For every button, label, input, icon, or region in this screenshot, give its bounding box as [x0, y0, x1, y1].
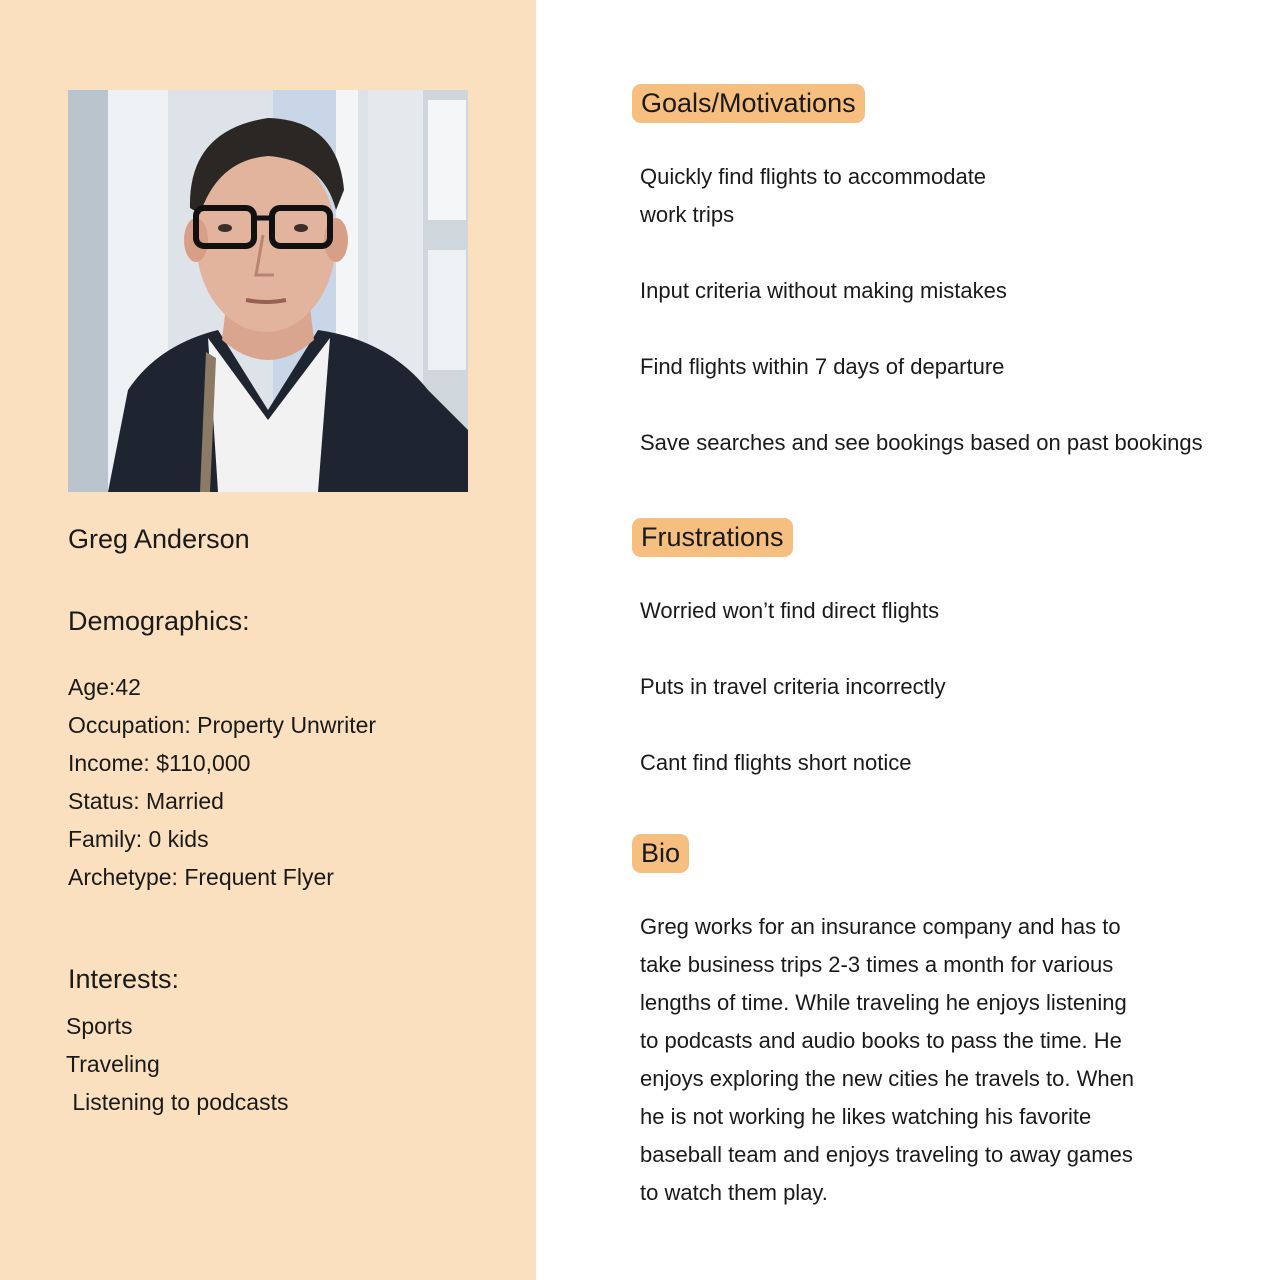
bio-line: lengths of time. While traveling he enjoys listening [640, 990, 1127, 1015]
demographic-age: Age:42 [68, 674, 141, 700]
bio-line: baseball team and enjoys traveling to away games [640, 1142, 1133, 1167]
frustration-item: Puts in travel criteria incorrectly [640, 674, 946, 699]
goal-item-line: Quickly find flights to accommodate [640, 164, 987, 189]
bio-line: enjoys exploring the new cities he travels to. When [640, 1066, 1135, 1091]
interest-item: Traveling [66, 1051, 160, 1077]
goal-item: Find flights within 7 days of departure [640, 354, 1005, 379]
demographic-archetype: Archetype: Frequent Flyer [68, 864, 334, 890]
interest-item: Sports [66, 1013, 133, 1039]
demographic-occupation: Occupation: Property Unwriter [68, 712, 377, 738]
goal-item: Save searches and see bookings based on past bookings [640, 430, 1203, 455]
bio-line: Greg works for an insurance company and has to [640, 914, 1121, 939]
bio-heading: Bio [632, 834, 689, 873]
frustrations-heading: Frustrations [632, 518, 793, 557]
bio-paragraph [640, 908, 1200, 1212]
demographic-status: Status: Married [68, 788, 224, 814]
goal-item [640, 158, 986, 234]
demographics-list [68, 668, 376, 896]
demographic-family: Family: 0 kids [68, 826, 209, 852]
goals-heading: Goals/Motivations [632, 84, 865, 123]
goal-item-line: work trips [640, 202, 735, 227]
persona-name: Greg Anderson [68, 524, 250, 554]
persona-sidebar [0, 0, 536, 1280]
interests-heading: Interests: [68, 964, 180, 994]
bio-line: to watch them play. [640, 1180, 828, 1205]
bio-line: to podcasts and audio books to pass the time. He [640, 1028, 1122, 1053]
demographic-income: Income: $110,000 [68, 750, 251, 776]
bio-line: he is not working he likes watching his favorite [640, 1104, 1092, 1129]
interests-list [66, 1007, 288, 1121]
demographics-heading: Demographics: [68, 606, 250, 636]
frustration-item: Worried won’t find direct flights [640, 598, 940, 623]
persona-photo [68, 90, 468, 492]
bio-line: take business trips 2-3 times a month for various [640, 952, 1114, 977]
frustration-item: Cant find flights short notice [640, 750, 912, 775]
goal-item: Input criteria without making mistakes [640, 278, 1007, 303]
interest-item: Listening to podcasts [66, 1089, 289, 1115]
